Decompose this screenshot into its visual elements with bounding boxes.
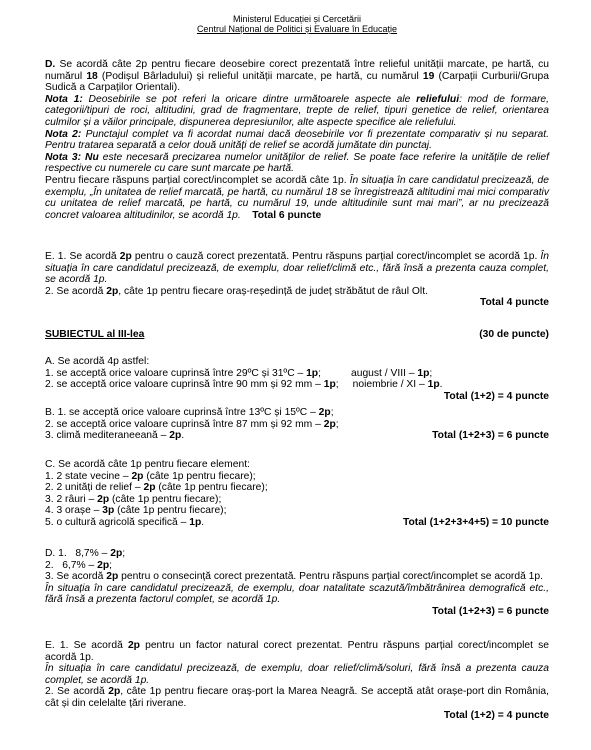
points: 1p	[323, 379, 336, 391]
text: , câte 1p pentru fiecare oraș-reședință de județ străbătut de râul Olt.	[118, 285, 428, 297]
text: Se acordă câte 2p pentru fiecare deosebire corect prezentată între relieful unității marcate, pe hartă, cu numărul	[45, 59, 549, 82]
text: (câte 1p pentru fiecare);	[109, 493, 222, 505]
number: 18	[86, 70, 98, 82]
points: 2p	[97, 493, 110, 505]
text: ;	[330, 407, 334, 418]
section-b-line3-text	[45, 430, 184, 442]
text: 2. Se acordă	[45, 285, 107, 297]
text: .	[181, 430, 185, 442]
section-a-line1	[45, 368, 549, 380]
section-e-item2	[45, 286, 549, 298]
text: Pentru fiecare răspuns parțial corect/incomplet se acordă câte 1p.	[45, 174, 347, 186]
points: 1p	[306, 367, 319, 379]
text: ;	[335, 418, 339, 430]
text: 2. se acceptă orice valoare cuprinsă între 90 mm și 92 mm –	[45, 379, 324, 391]
text: 3. climă mediteraneeană –	[45, 430, 170, 442]
nota-3	[45, 152, 549, 175]
text: B. 1. se acceptă orice valoare cuprinsă între 13ºC și 15ºC –	[45, 407, 319, 418]
text: D. 1.	[45, 548, 67, 559]
subject-points: (30 de puncte)	[479, 329, 549, 340]
section-c	[45, 459, 549, 529]
section-b-line3	[45, 430, 549, 442]
section-c-line5	[45, 517, 549, 529]
points: 2p	[169, 430, 182, 442]
section-d-subject2	[45, 59, 549, 221]
points: 1p	[189, 516, 202, 528]
section-e3-total: Total (1+2) = 4 puncte	[443, 709, 549, 721]
nota-label: Nota 3:	[45, 151, 82, 163]
section-c-intro: C. Se acordă câte 1p pentru fiecare element:	[45, 459, 250, 470]
nota-2	[45, 129, 549, 152]
text: Nu	[81, 151, 99, 163]
points: 2p	[143, 482, 156, 494]
total-points: Total 6 puncte	[252, 209, 322, 221]
section-b-total: Total (1+2+3) = 6 puncte	[432, 430, 549, 442]
section-b-line1	[45, 407, 549, 419]
section-letter: D.	[45, 59, 56, 70]
text: 5. o cultură agricolă specifică –	[45, 516, 190, 528]
text: E. 1. Se acordă	[45, 640, 128, 651]
text: reliefului	[416, 93, 460, 105]
section-e-item1	[45, 251, 549, 286]
header-ministry: Ministerul Educației și Cercetării	[232, 14, 362, 24]
text: (câte 1p pentru fiecare);	[143, 470, 256, 482]
text: ;	[122, 548, 126, 559]
section-c-line5-text	[45, 517, 204, 529]
section-d-intro	[45, 59, 549, 94]
points: 2p	[127, 640, 140, 651]
nota-1	[45, 94, 549, 129]
text: este necesară precizarea numelor unităților de relief. Se poate face referire la unitățile de relief respective cu numerele cu care sunt marcate pe hartă.	[45, 151, 549, 175]
text: 4. 3 orașe –	[45, 505, 103, 517]
text: E. 1. Se acordă	[45, 251, 120, 262]
text: 1. se acceptă orice valoare cuprinsă între 29ºC și 31ºC –	[45, 367, 307, 379]
section-a-line2	[45, 379, 549, 391]
points: 3p	[102, 505, 115, 517]
section-d3-note: În situația în care candidatul precizează, de exemplu, doar natalitate scazută/îmbătrânirea demografică etc., fără însă a prezenta factorul complet, se acordă 1p.	[45, 582, 549, 606]
partial-answer	[45, 175, 549, 221]
text: ;	[318, 367, 321, 379]
text: (Carpații Curburii/Grupa Sudică a Carpaților Orientali).	[45, 70, 549, 94]
points: 1p	[427, 379, 440, 391]
text: În situația în care candidatul precizează, de exemplu, „În unitatea de relief marcată, pe hartă, cu numărul 18 se înregistrează altitudini mai mici comparativ cu unitatea de relief marcată, pe hartă, cu numărul 19, unde altitudinile sunt mai mari”, ar nu precizează concret valoarea altitudinilor, se acordă 1p.	[45, 174, 549, 221]
document-header	[45, 0, 549, 34]
text: Deosebirile se pot referi la oricare dintre următoarele aspecte ale	[82, 93, 417, 105]
section-d3-total: Total (1+2+3) = 6 puncte	[432, 605, 549, 617]
section-c-total: Total (1+2+3+4+5) = 10 puncte	[402, 516, 549, 528]
text: 3. 2 râuri –	[45, 493, 98, 505]
points: 2p	[106, 571, 119, 583]
section-a-intro: A. Se acordă 4p astfel:	[45, 356, 150, 367]
points: 1p	[417, 367, 430, 379]
points: 2p	[110, 548, 123, 559]
points: 2p	[318, 407, 331, 418]
text: 2. se acceptă orice valoare cuprinsă între 87 mm și 92 mm –	[45, 418, 324, 430]
text: noiembrie / XI –	[352, 379, 428, 391]
section-e3-line2	[45, 686, 549, 709]
section-d3-line2	[45, 560, 549, 572]
text: ;	[109, 559, 113, 571]
section-d-subject3	[45, 548, 549, 618]
subject-3-heading	[45, 329, 549, 341]
number: 19	[422, 70, 435, 82]
text: ;	[335, 379, 339, 391]
document-page	[45, 0, 550, 721]
text: pentru un factor natural corect prezentat. Pentru răspuns parțial corect/incomplet se acordă 1p.	[45, 640, 550, 663]
points: 2p	[108, 686, 121, 698]
subject-title: SUBIECTUL al III-lea	[45, 329, 145, 340]
section-e-subject3	[45, 640, 549, 721]
text: 1. 2 state vecine –	[45, 470, 132, 482]
section-e-subject2	[45, 251, 549, 309]
section-c-line1	[45, 471, 549, 483]
text: august / VIII –	[350, 367, 418, 379]
section-e3-note: În situația în care candidatul precizează, de exemplu, doar relief/climă/soluri, fără însă a prezenta cauza complet, se acordă 1p.	[45, 663, 549, 686]
text: 6,7% –	[62, 559, 98, 571]
section-d3-line1	[45, 548, 549, 560]
text: (câte 1p pentru fiecare);	[114, 505, 227, 517]
text: pentru o cauză corect prezentată. Pentru răspuns parțial corect/incomplet se acordă 1p.	[131, 251, 538, 262]
points: 2p	[106, 285, 119, 297]
text: 2.	[45, 559, 54, 571]
section-e-total: Total 4 puncte	[479, 297, 549, 309]
points: 2p	[131, 470, 144, 482]
text: 3. Se acordă	[45, 571, 107, 583]
text: Punctajul complet va fi acordat numai dacă deosebirile vor fi prezentate comparativ și nu separat. Pentru tratarea separată a celor două unități de relief se acordă jumătate din punctaj.	[45, 128, 549, 152]
header-center: Centrul Național de Politici și Evaluare în Educație	[196, 24, 398, 34]
points: 2p	[97, 559, 110, 571]
section-d3-line3	[45, 571, 549, 583]
text: .	[439, 379, 443, 391]
nota-label: Nota 1:	[45, 93, 83, 105]
section-c-line4	[45, 505, 549, 517]
text: pentru o consecință corect prezentată. Pentru răspuns parțial corect/incomplet se acordă 1p.	[118, 571, 543, 583]
text: (Podișul Bârladului) și relieful unității marcate, pe hartă, cu numărul	[97, 70, 423, 82]
section-a-total: Total (1+2) = 4 puncte	[443, 390, 549, 402]
text: , câte 1p pentru fiecare oraș-port la Marea Neagră. Se acceptă atât orașe-port din România, cât și din celelalte țări riverane.	[45, 686, 550, 709]
section-e3-line1	[45, 640, 549, 663]
section-b-line2	[45, 419, 549, 431]
section-b	[45, 407, 549, 442]
text: 8,7% –	[75, 548, 111, 559]
text: (câte 1p pentru fiecare);	[155, 482, 268, 494]
section-c-line2	[45, 482, 549, 494]
text: .	[201, 516, 205, 528]
text: : mod de formare, categorii/tipuri de roci, altitudini, grad de fragmentare, trepte de relief, tipuri genetice de relief, orientarea culmilor și a văilor principale, dispunerea depresiunilor, alte aspecte specifice ale reliefului.	[45, 93, 550, 128]
nota-label: Nota 2:	[45, 128, 82, 140]
section-c-line3	[45, 494, 549, 506]
points: 2p	[323, 418, 336, 430]
text: În situația în care candidatul precizează, de exemplu, doar relief/climă etc., fără însă a prezenta cauza complet, se acordă 1p.	[45, 251, 549, 286]
text: 2. Se acordă	[45, 686, 109, 698]
points: 2p	[119, 251, 132, 262]
text: ;	[429, 367, 433, 379]
text: 2. 2 unități de relief –	[45, 482, 144, 494]
section-a	[45, 356, 549, 402]
